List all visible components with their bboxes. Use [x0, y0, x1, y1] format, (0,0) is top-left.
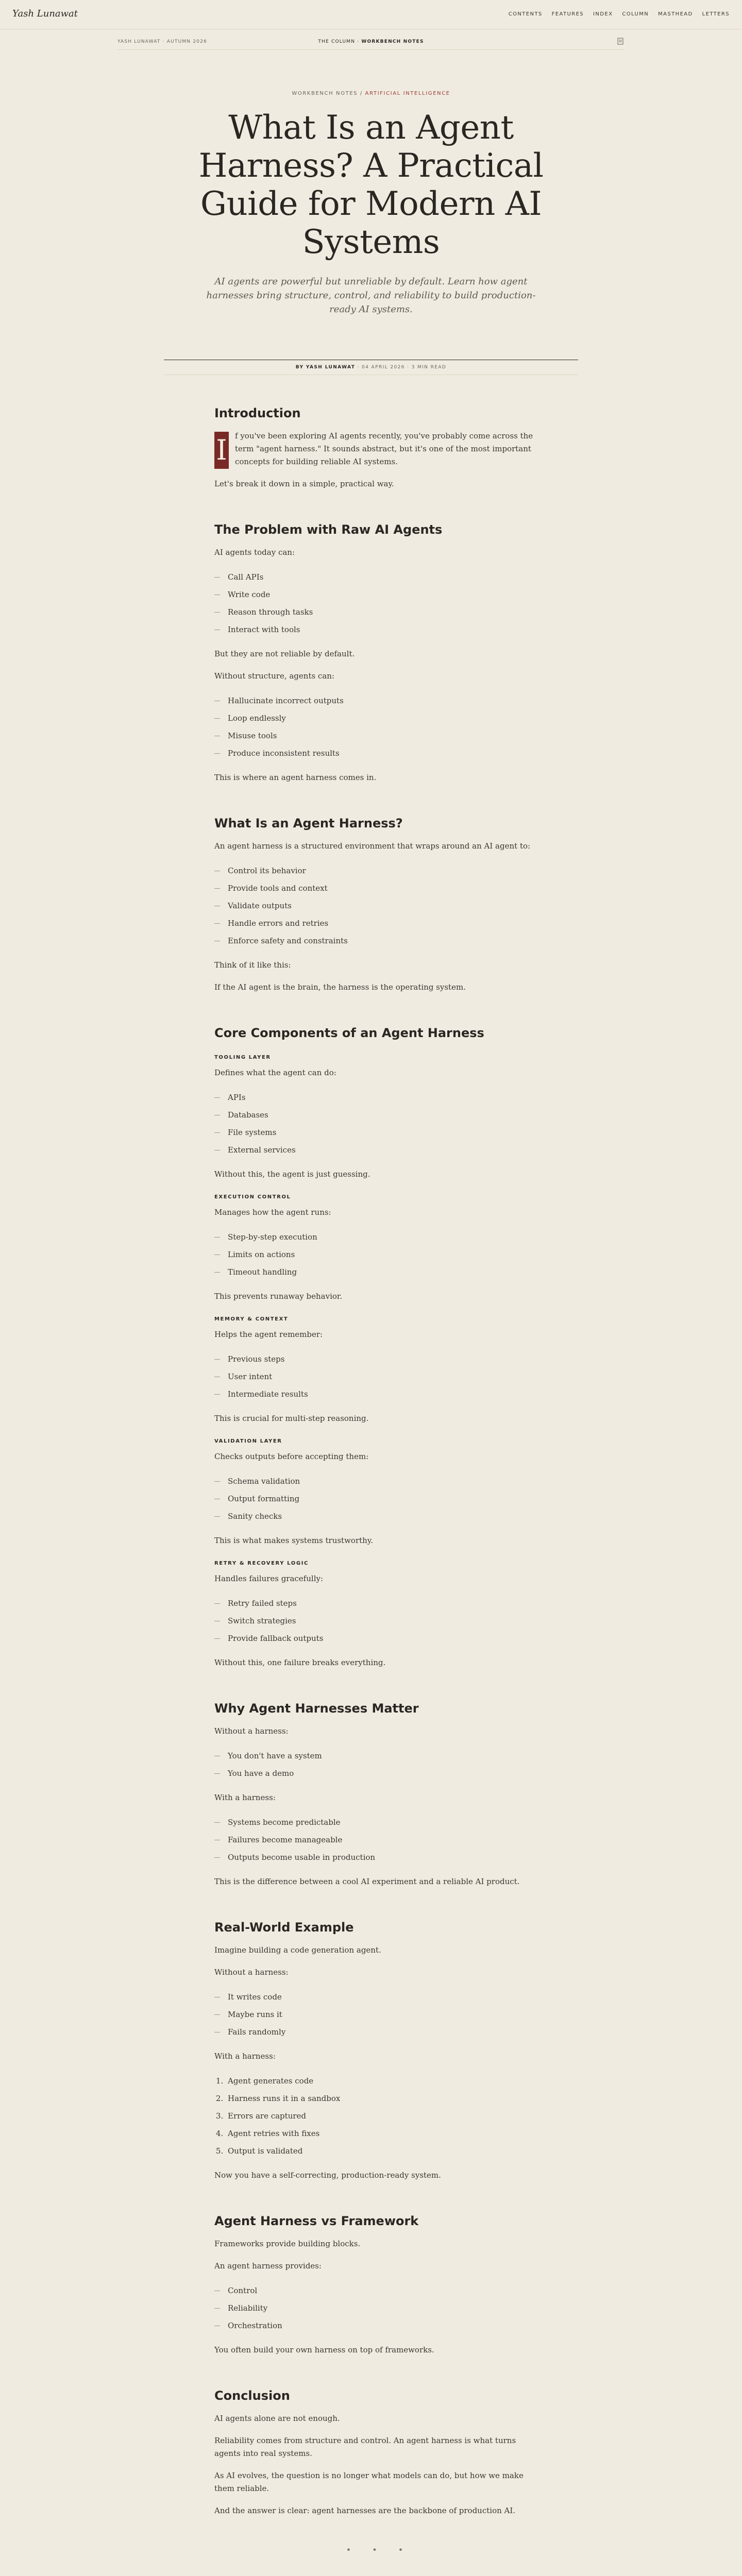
article-byline: BY YASH LUNAWAT · 04 APRIL 2026 · 3 MIN READ [164, 360, 578, 375]
drop-cap: I [214, 432, 229, 469]
subsection-heading: VALIDATION LAYER [214, 1438, 282, 1444]
bullet-list [214, 2282, 544, 2334]
list-item: Orchestration [214, 2317, 544, 2334]
intro-paragraph [214, 430, 544, 468]
list-item: Outputs become usable in production [214, 1849, 544, 1866]
paragraph: And the answer is clear: agent harnesses are the backbone of production AI. [214, 2506, 516, 2515]
nav-link-masthead[interactable]: MASTHEAD [658, 11, 693, 17]
paragraph: With a harness: [214, 1793, 276, 1802]
paragraph: You often build your own harness on top of frameworks. [214, 2345, 434, 2354]
paragraph: If the AI agent is the brain, the harness is the operating system. [214, 982, 466, 992]
bullet-list [214, 1988, 544, 2041]
section-problem [214, 521, 544, 784]
list-item: Write code [214, 586, 544, 603]
paragraph: An agent harness provides: [214, 2261, 322, 2270]
paragraph: Without this, one failure breaks everything. [214, 1658, 386, 1667]
list-item: External services [214, 1141, 544, 1159]
subsection-heading: EXECUTION CONTROL [214, 1194, 291, 1200]
paragraph: This is the difference between a cool AI experiment and a reliable AI product. [214, 1877, 520, 1886]
bullet-list [214, 1228, 544, 1281]
list-item: Maybe runs it [214, 2006, 544, 2023]
list-item: Switch strategies [214, 1612, 544, 1630]
list-item: Intermediate results [214, 1385, 544, 1403]
paragraph: An agent harness is a structured environment that wraps around an AI agent to: [214, 841, 531, 851]
paragraph: This is where an agent harness comes in. [214, 773, 377, 782]
section-harness-vs-framework [214, 2213, 544, 2357]
paragraph: This is what makes systems trustworthy. [214, 1536, 374, 1545]
section-heading: Conclusion [214, 2388, 290, 2403]
paragraph: Handles failures gracefully: [214, 1574, 324, 1583]
list-item: Control its behavior [214, 862, 544, 879]
bullet-list [214, 1350, 544, 1403]
paragraph: AI agents today can: [214, 548, 295, 557]
list-item: Control [214, 2282, 544, 2299]
section-heading: Real-World Example [214, 1920, 354, 1935]
list-item: 2. Harness runs it in a sandbox [226, 2090, 544, 2107]
list-item: Schema validation [214, 1472, 544, 1490]
list-item: Fails randomly [214, 2023, 544, 2041]
byline-read-time: 3 MIN READ [411, 365, 447, 370]
section-introduction [214, 405, 544, 490]
site-logo[interactable]: Yash Lunawat [12, 8, 78, 19]
list-item: User intent [214, 1368, 544, 1385]
section-heading: What Is an Agent Harness? [214, 816, 403, 831]
bullet-list [214, 568, 544, 638]
paragraph: Checks outputs before accepting them: [214, 1452, 369, 1461]
subsection-heading: RETRY & RECOVERY LOGIC [214, 1561, 309, 1566]
paragraph: Defines what the agent can do: [214, 1068, 336, 1077]
paragraph: Imagine building a code generation agent. [214, 1945, 381, 1955]
paragraph: Let's break it down in a simple, practical way. [214, 479, 394, 488]
list-item: Misuse tools [214, 727, 544, 744]
paragraph: AI agents alone are not enough. [214, 2414, 340, 2423]
list-item: APIs [214, 1089, 544, 1106]
list-item: Handle errors and retries [214, 914, 544, 932]
list-item: Output formatting [214, 1490, 544, 1507]
list-item: Reliability [214, 2299, 544, 2317]
numbered-list [214, 2072, 544, 2160]
paragraph: With a harness: [214, 2052, 276, 2061]
subsection-heading: MEMORY & CONTEXT [214, 1316, 289, 1322]
nav-link-column[interactable]: COLUMN [622, 11, 649, 17]
article-hero [155, 91, 587, 316]
list-item: 3. Errors are captured [226, 2107, 544, 2125]
paragraph: Without a harness: [214, 1726, 289, 1736]
list-item: It writes code [214, 1988, 544, 2006]
bullet-list [214, 1089, 544, 1159]
list-item: 1. Agent generates code [226, 2072, 544, 2090]
paragraph: Without this, the agent is just guessing. [214, 1170, 370, 1179]
kicker-column: WORKBENCH NOTES / [292, 91, 365, 96]
kicker-category[interactable]: ARTIFICIAL INTELLIGENCE [365, 91, 450, 96]
list-item: 4. Agent retries with fixes [226, 2125, 544, 2142]
list-item: Systems become predictable [214, 1814, 544, 1831]
list-item: File systems [214, 1124, 544, 1141]
bullet-list [214, 1595, 544, 1647]
paragraph: This is crucial for multi-step reasoning. [214, 1414, 369, 1423]
byline-author: BY YASH LUNAWAT [295, 365, 356, 370]
article-dek: AI agents are powerful but unreliable by default. Learn how agent harnesses bring structure, control, and reliability to build production-ready AI systems. [206, 276, 536, 315]
paragraph: This prevents runaway behavior. [214, 1292, 343, 1301]
paragraph: Frameworks provide building blocks. [214, 2239, 361, 2248]
nav-link-contents[interactable]: CONTENTS [508, 11, 543, 17]
paragraph: Reliability comes from structure and control. An agent harness is what turns agents into real systems. [214, 2436, 516, 2458]
intro-text: f you've been exploring AI agents recently, you've probably come across the term "agent harness." It sounds abstract, but it's one of the most important concepts for building reliable AI systems. [235, 431, 533, 466]
nav-link-letters[interactable]: LETTERS [702, 11, 730, 17]
section-why-matter [214, 1700, 544, 1888]
issue-bar [117, 36, 625, 50]
paragraph: Now you have a self-correcting, production-ready system. [214, 2171, 441, 2180]
subsection-heading: TOOLING LAYER [214, 1055, 271, 1060]
list-item: You don't have a system [214, 1747, 544, 1765]
column-name: WORKBENCH NOTES [361, 39, 424, 44]
list-item: Sanity checks [214, 1507, 544, 1525]
list-item: Produce inconsistent results [214, 744, 544, 762]
paragraph: Think of it like this: [214, 960, 291, 970]
list-item: Call APIs [214, 568, 544, 586]
section-heading: The Problem with Raw AI Agents [214, 522, 443, 537]
bullet-list [214, 1814, 544, 1866]
list-item: Loop endlessly [214, 709, 544, 727]
column-label [117, 39, 625, 44]
bullet-list [214, 1747, 544, 1782]
list-item: Validate outputs [214, 897, 544, 914]
nav-link-index[interactable]: INDEX [593, 11, 613, 17]
section-heading: Agent Harness vs Framework [214, 2214, 419, 2228]
paragraph: Without structure, agents can: [214, 671, 334, 681]
article-title: What Is an Agent Harness? A Practical Guide for Modern AI Systems [198, 109, 544, 261]
list-item: Step-by-step execution [214, 1228, 544, 1246]
paragraph: Helps the agent remember: [214, 1330, 323, 1339]
nav-link-features[interactable]: FEATURES [551, 11, 584, 17]
list-item: Timeout handling [214, 1263, 544, 1281]
section-what-is [214, 815, 544, 994]
paragraph: But they are not reliable by default. [214, 649, 355, 658]
list-item: You have a demo [214, 1765, 544, 1782]
list-item: Limits on actions [214, 1246, 544, 1263]
article-kicker [155, 91, 587, 96]
section-heading: Introduction [214, 406, 301, 420]
nav-links [509, 11, 730, 17]
section-heading: Why Agent Harnesses Matter [214, 1701, 419, 1716]
byline-date: 04 APRIL 2026 [362, 365, 405, 370]
paragraph: Without a harness: [214, 1968, 289, 1977]
paragraph: As AI evolves, the question is no longer what models can do, but how we make them reliable. [214, 2471, 524, 2493]
section-conclusion [214, 2387, 544, 2517]
list-item: 5. Output is validated [226, 2142, 544, 2160]
list-item: Interact with tools [214, 621, 544, 638]
section-heading: Core Components of an Agent Harness [214, 1026, 484, 1040]
list-item: Databases [214, 1106, 544, 1124]
issue-label: YASH LUNAWAT · AUTUMN 2026 [117, 39, 208, 44]
section-separator: • • • [346, 2545, 413, 2555]
article-body [214, 405, 544, 2576]
paragraph: Manages how the agent runs: [214, 1208, 331, 1217]
list-item: Failures become manageable [214, 1831, 544, 1849]
top-navigation [0, 0, 742, 29]
list-item: Enforce safety and constraints [214, 932, 544, 950]
bullet-list [214, 692, 544, 762]
list-item: Provide tools and context [214, 879, 544, 897]
bullet-list [214, 1472, 544, 1525]
list-item: Hallucinate incorrect outputs [214, 692, 544, 709]
bookmark-icon[interactable] [616, 37, 625, 45]
list-item: Retry failed steps [214, 1595, 544, 1612]
section-real-world [214, 1919, 544, 2182]
list-item: Previous steps [214, 1350, 544, 1368]
bullet-list [214, 862, 544, 950]
list-item: Reason through tasks [214, 603, 544, 621]
list-item: Provide fallback outputs [214, 1630, 544, 1647]
section-core-components [214, 1025, 544, 1669]
column-label-prefix: THE COLUMN · [318, 39, 362, 44]
